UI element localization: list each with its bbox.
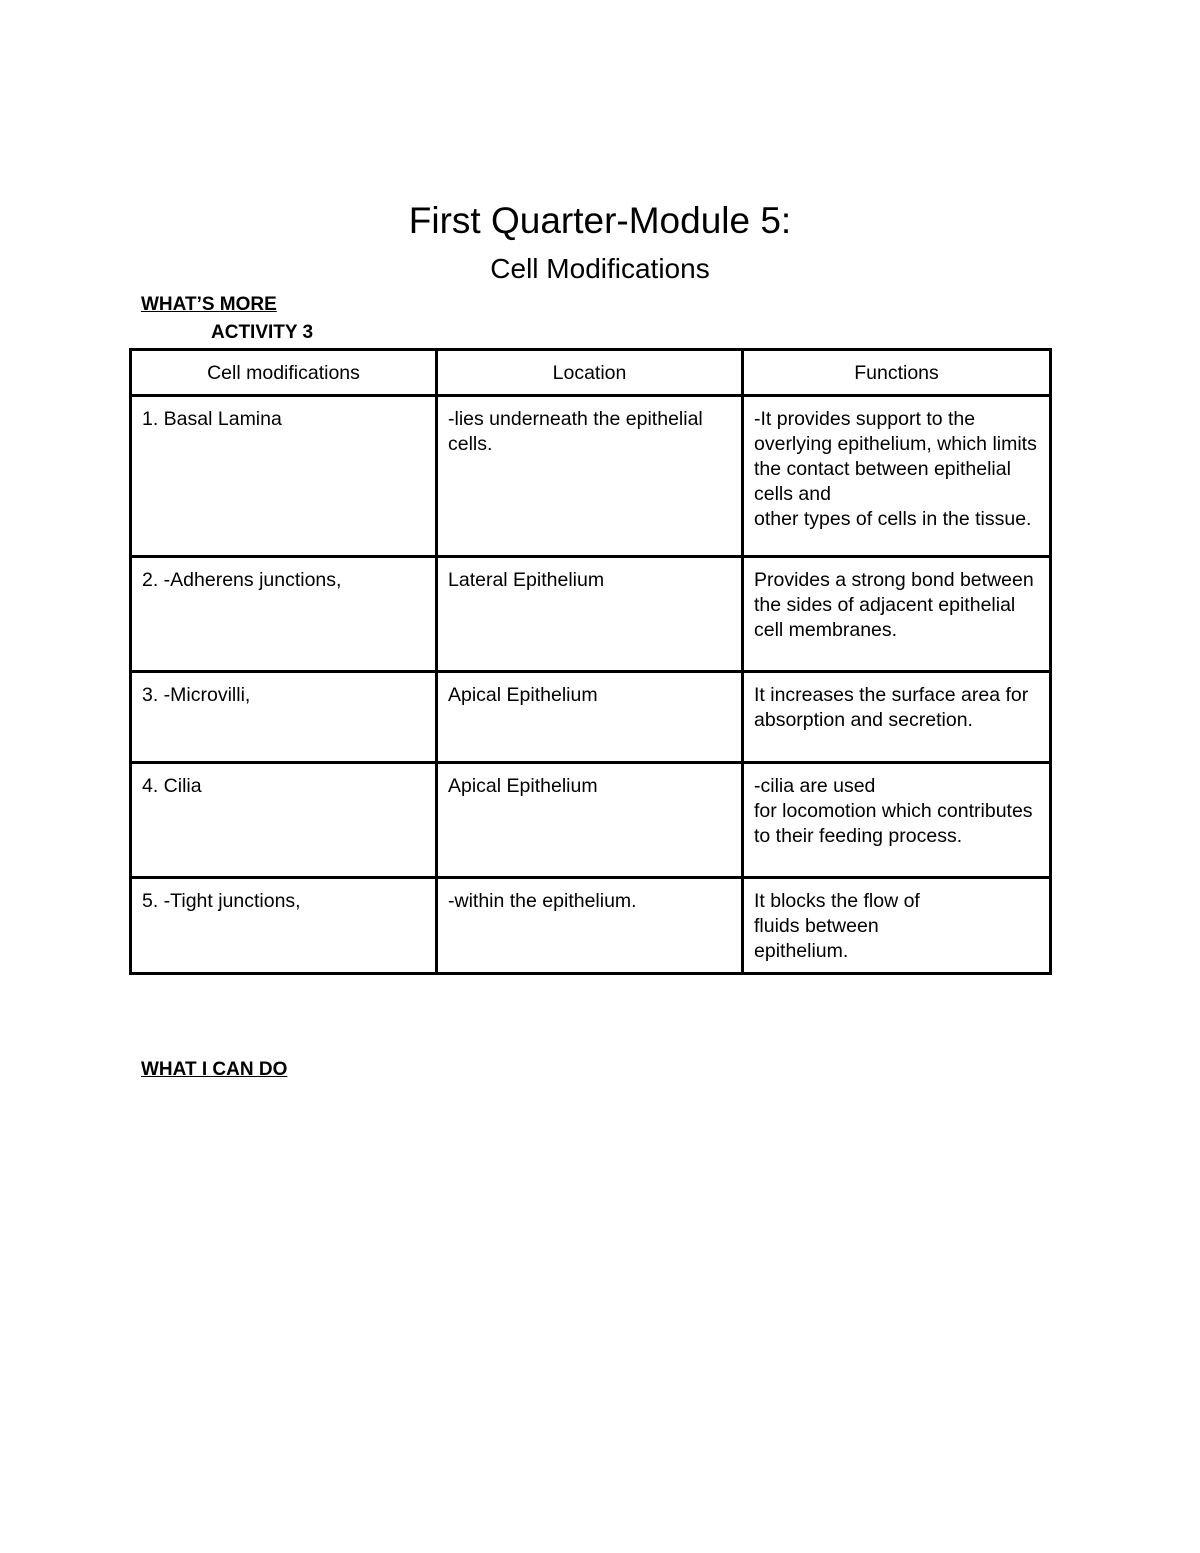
cell-function: -It provides support to the overlying epithelium, which limits the contact between epithelial cells and other types of cells in the tissue. (743, 396, 1051, 557)
cell-modification: 2. -Adherens junctions, (131, 557, 437, 672)
cell-location: -lies underneath the epithelial cells. (437, 396, 743, 557)
cell-modification: 1. Basal Lamina (131, 396, 437, 557)
column-header-functions: Functions (743, 350, 1051, 396)
page-title: First Quarter-Module 5: (408, 200, 792, 241)
cell-location: -within the epithelium. (437, 878, 743, 974)
cell-modification: 5. -Tight junctions, (131, 878, 437, 974)
section-heading-whats-more: WHAT’S MORE (141, 294, 277, 315)
table-row (131, 396, 1051, 557)
table-row (131, 878, 1051, 974)
table-row (131, 763, 1051, 878)
section-heading-what-i-can-do: WHAT I CAN DO (141, 1059, 288, 1080)
cell-modifications-table (129, 348, 1052, 975)
cell-location: Lateral Epithelium (437, 557, 743, 672)
column-header-location: Location (437, 350, 743, 396)
table-row (131, 557, 1051, 672)
activity-label: ACTIVITY 3 (211, 322, 314, 343)
cell-function: Provides a strong bond between the sides of adjacent epithelial cell membranes. (743, 557, 1051, 672)
cell-modification: 4. Cilia (131, 763, 437, 878)
table-row (131, 672, 1051, 763)
table-header-row (131, 350, 1051, 396)
cell-location: Apical Epithelium (437, 672, 743, 763)
cell-function: It blocks the flow of fluids between epithelium. (743, 878, 1051, 974)
cell-modification: 3. -Microvilli, (131, 672, 437, 763)
cell-location: Apical Epithelium (437, 763, 743, 878)
page-subtitle: Cell Modifications (490, 253, 710, 284)
column-header-cell-modifications: Cell modifications (131, 350, 437, 396)
cell-function: It increases the surface area for absorption and secretion. (743, 672, 1051, 763)
cell-function: -cilia are used for locomotion which contributes to their feeding process. (743, 763, 1051, 878)
